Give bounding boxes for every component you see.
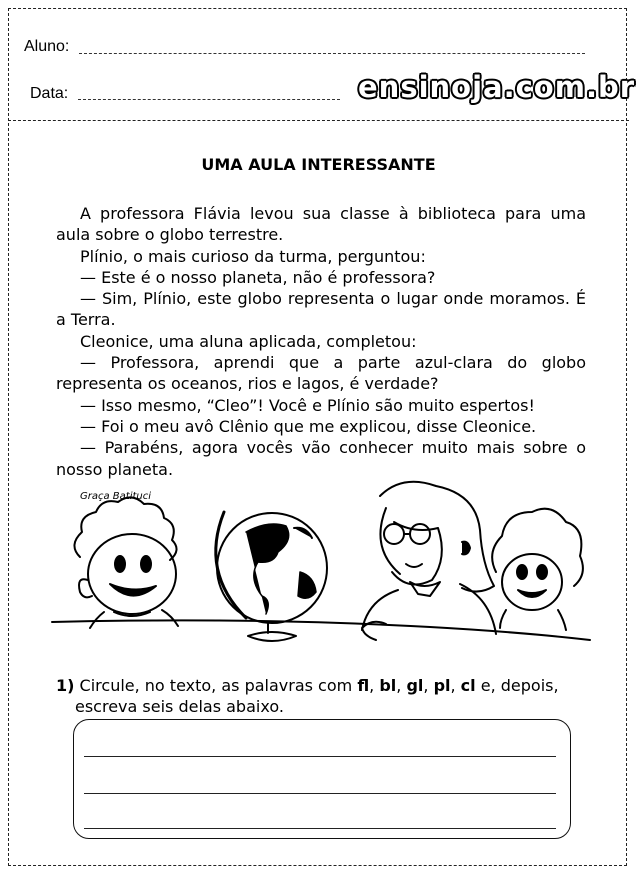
- story-paragraph: — Este é o nosso planeta, não é professora?: [80, 267, 436, 287]
- teacher-figure: [362, 482, 496, 640]
- question-1: [56, 675, 586, 717]
- cluster-bl: bl: [379, 676, 397, 695]
- illustration-credit: Graça Batituci: [80, 491, 152, 502]
- question-line-1: [56, 675, 586, 696]
- story-paragraph: A professora Flávia levou sua classe à biblioteca para uma aula sobre o globo terrestre.: [56, 204, 586, 245]
- separator: ,: [369, 676, 380, 695]
- aluno-label: Aluno:: [24, 38, 70, 55]
- question-number: 1): [56, 676, 75, 695]
- story-paragraph: Cleonice, uma aluna aplicada, completou:: [80, 331, 417, 351]
- classroom-illustration: [50, 472, 595, 672]
- story-paragraph: — Sim, Plínio, este globo representa o lugar onde moramos. É a Terra.: [56, 289, 586, 330]
- boy-figure: [74, 497, 178, 628]
- separator: ,: [396, 676, 407, 695]
- cluster-gl: gl: [406, 676, 424, 695]
- story-paragraph: — Parabéns, agora vocês vão conhecer muito mais sobre o nosso planeta.: [56, 438, 586, 479]
- story-paragraph: — Isso mesmo, “Cleo”! Você e Plínio são muito espertos!: [80, 395, 535, 415]
- question-line-2: escreva seis delas abaixo.: [75, 697, 284, 716]
- aluno-field[interactable]: [79, 53, 585, 54]
- cluster-pl: pl: [433, 676, 451, 695]
- story-paragraph: — Professora, aprendi que a parte azul-clara do globo representa os oceanos, rios e lagos, é verdade?: [56, 353, 586, 394]
- story-text: [56, 203, 586, 480]
- separator: ,: [423, 676, 434, 695]
- answer-line[interactable]: [84, 756, 556, 757]
- story-paragraph: — Foi o meu avô Clênio que me explicou, disse Cleonice.: [80, 416, 537, 436]
- data-field[interactable]: [78, 99, 340, 100]
- question-text: Circule, no texto, as palavras com: [79, 676, 358, 695]
- story-paragraph: Plínio, o mais curioso da turma, perguntou:: [80, 246, 426, 266]
- cluster-fl: fl: [357, 676, 370, 695]
- question-text-end: e, depois,: [475, 676, 559, 695]
- table-edge: [52, 620, 590, 640]
- answer-line[interactable]: [84, 793, 556, 794]
- page-title: UMA AULA INTERESSANTE: [201, 155, 436, 174]
- cluster-cl: cl: [460, 676, 476, 695]
- data-label: Data:: [30, 85, 69, 102]
- header-divider: [8, 120, 629, 121]
- answer-line[interactable]: [84, 828, 556, 829]
- girl-figure: [492, 509, 583, 630]
- answer-box[interactable]: [73, 719, 571, 839]
- site-logo: ensinoja.com.br: [358, 70, 636, 104]
- separator: ,: [450, 676, 461, 695]
